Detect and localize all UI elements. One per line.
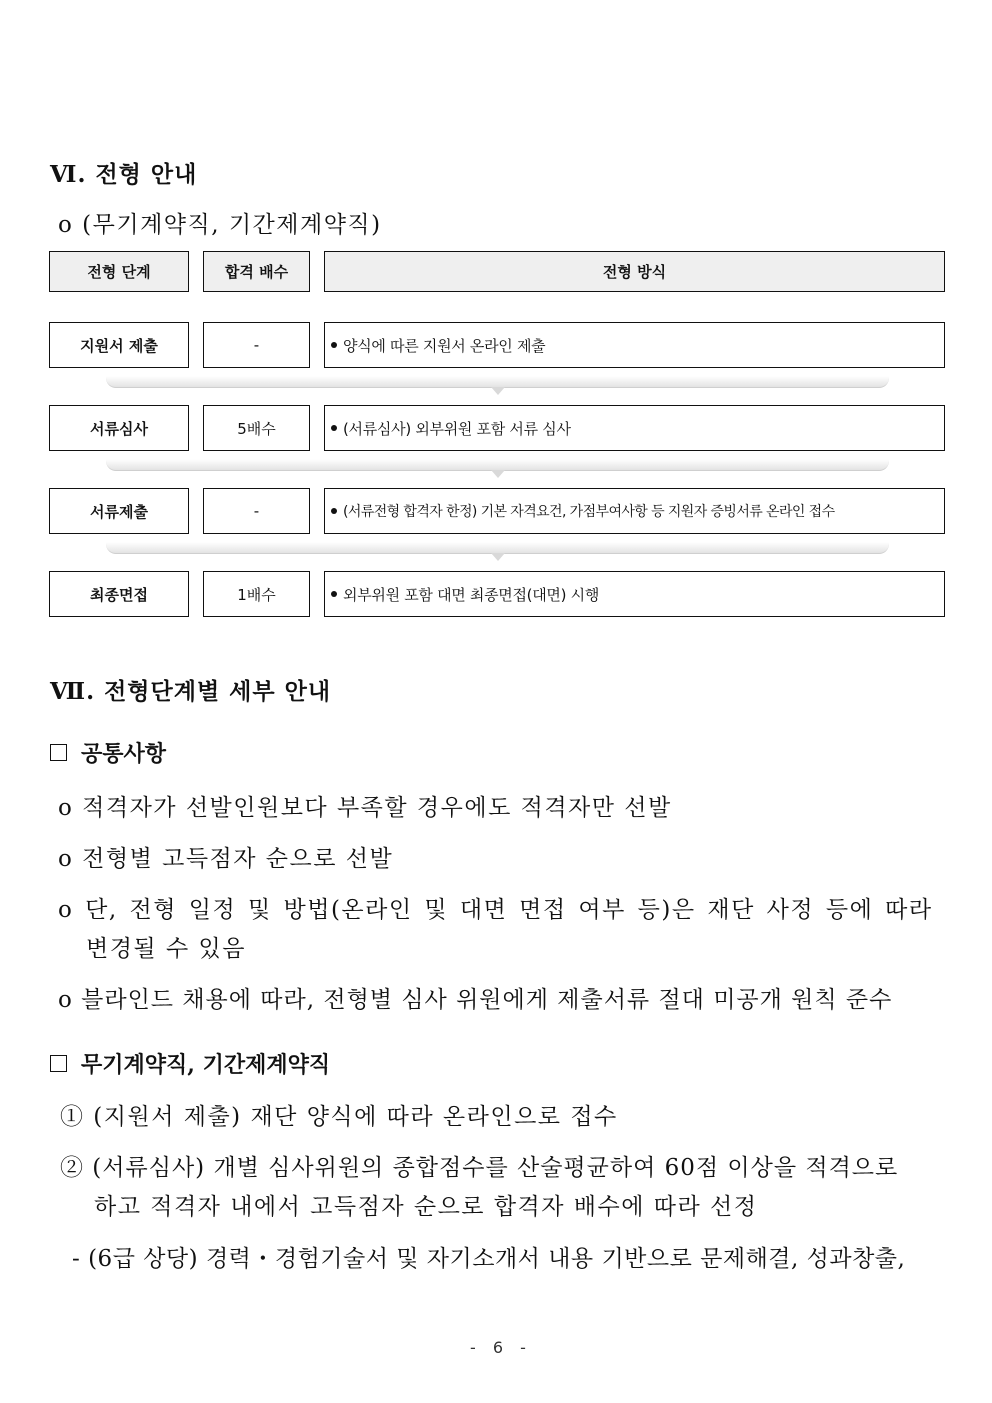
method-text: 외부위원 포함 대면 최종면접(대면) 시행 (343, 585, 600, 604)
stage-cell: 서류심사 (49, 405, 189, 451)
checkbox-square-icon (50, 1055, 67, 1072)
bullet-icon (331, 425, 337, 431)
common-heading-text: 공통사항 (81, 741, 167, 767)
contract-heading-text: 무기계약직, 기간제계약직 (81, 1052, 331, 1078)
checkbox-square-icon (50, 744, 67, 761)
method-cell (324, 322, 945, 368)
common-item: ο 적격자가 선발인원보다 부족할 경우에도 적격자만 선발 (58, 795, 672, 821)
stage-cell: 최종면접 (49, 571, 189, 617)
method-cell (324, 571, 945, 617)
contract-item: ② (서류심사) 개별 심사위원의 종합점수를 산술평균하여 60점 이상을 적격으로 (60, 1155, 899, 1181)
down-arrow-icon (491, 470, 505, 478)
multiple-cell: - (203, 322, 310, 368)
section-6-title: Ⅵ. 전형 안내 (50, 161, 198, 188)
method-cell (324, 488, 945, 534)
contract-heading (50, 1048, 330, 1079)
down-arrow-icon (491, 387, 505, 395)
multiple-cell: 1배수 (203, 571, 310, 617)
down-arrow-icon (491, 553, 505, 561)
section-7-title: Ⅶ. 전형단계별 세부 안내 (50, 678, 332, 705)
header-stage: 전형 단계 (49, 251, 189, 292)
contract-item-continuation: 하고 적격자 내에서 고득점자 순으로 합격자 배수에 따라 선정 (94, 1194, 758, 1220)
page-number: - 6 - (470, 1338, 532, 1357)
method-text: 양식에 따른 지원서 온라인 제출 (343, 336, 546, 355)
section-6-subtitle: ο (무기계약직, 기간제계약직) (58, 212, 382, 238)
header-method: 전형 방식 (324, 251, 945, 292)
multiple-cell: - (203, 488, 310, 534)
bullet-icon (331, 508, 337, 514)
multiple-cell: 5배수 (203, 405, 310, 451)
method-text: (서류전형 합격자 한정) 기본 자격요건, 가점부여사항 등 지원자 증빙서류 온라인 접수 (343, 504, 835, 520)
common-item: ο 단, 전형 일정 및 방법(온라인 및 대면 면접 여부 등)은 재단 사정 등에 따라 (58, 897, 933, 923)
contract-item: ① (지원서 제출) 재단 양식에 따라 온라인으로 접수 (60, 1104, 618, 1130)
stage-cell: 서류제출 (49, 488, 189, 534)
header-multiple: 합격 배수 (203, 251, 310, 292)
stage-cell: 지원서 제출 (49, 322, 189, 368)
common-item: ο 블라인드 채용에 따라, 전형별 심사 위원에게 제출서류 절대 미공개 원칙 준수 (58, 987, 893, 1013)
method-cell (324, 405, 945, 451)
common-item: ο 전형별 고득점자 순으로 선발 (58, 846, 394, 872)
bullet-icon (331, 591, 337, 597)
flow-connector (106, 376, 889, 388)
common-item-continuation: 변경될 수 있음 (86, 936, 246, 962)
bullet-icon (331, 342, 337, 348)
method-text: (서류심사) 외부위원 포함 서류 심사 (343, 419, 571, 438)
common-heading (50, 737, 166, 768)
flow-connector (106, 542, 889, 554)
contract-sub-item: - (6급 상당) 경력・경험기술서 및 자기소개서 내용 기반으로 문제해결, 성과창출, (72, 1246, 906, 1272)
flow-connector (106, 459, 889, 471)
